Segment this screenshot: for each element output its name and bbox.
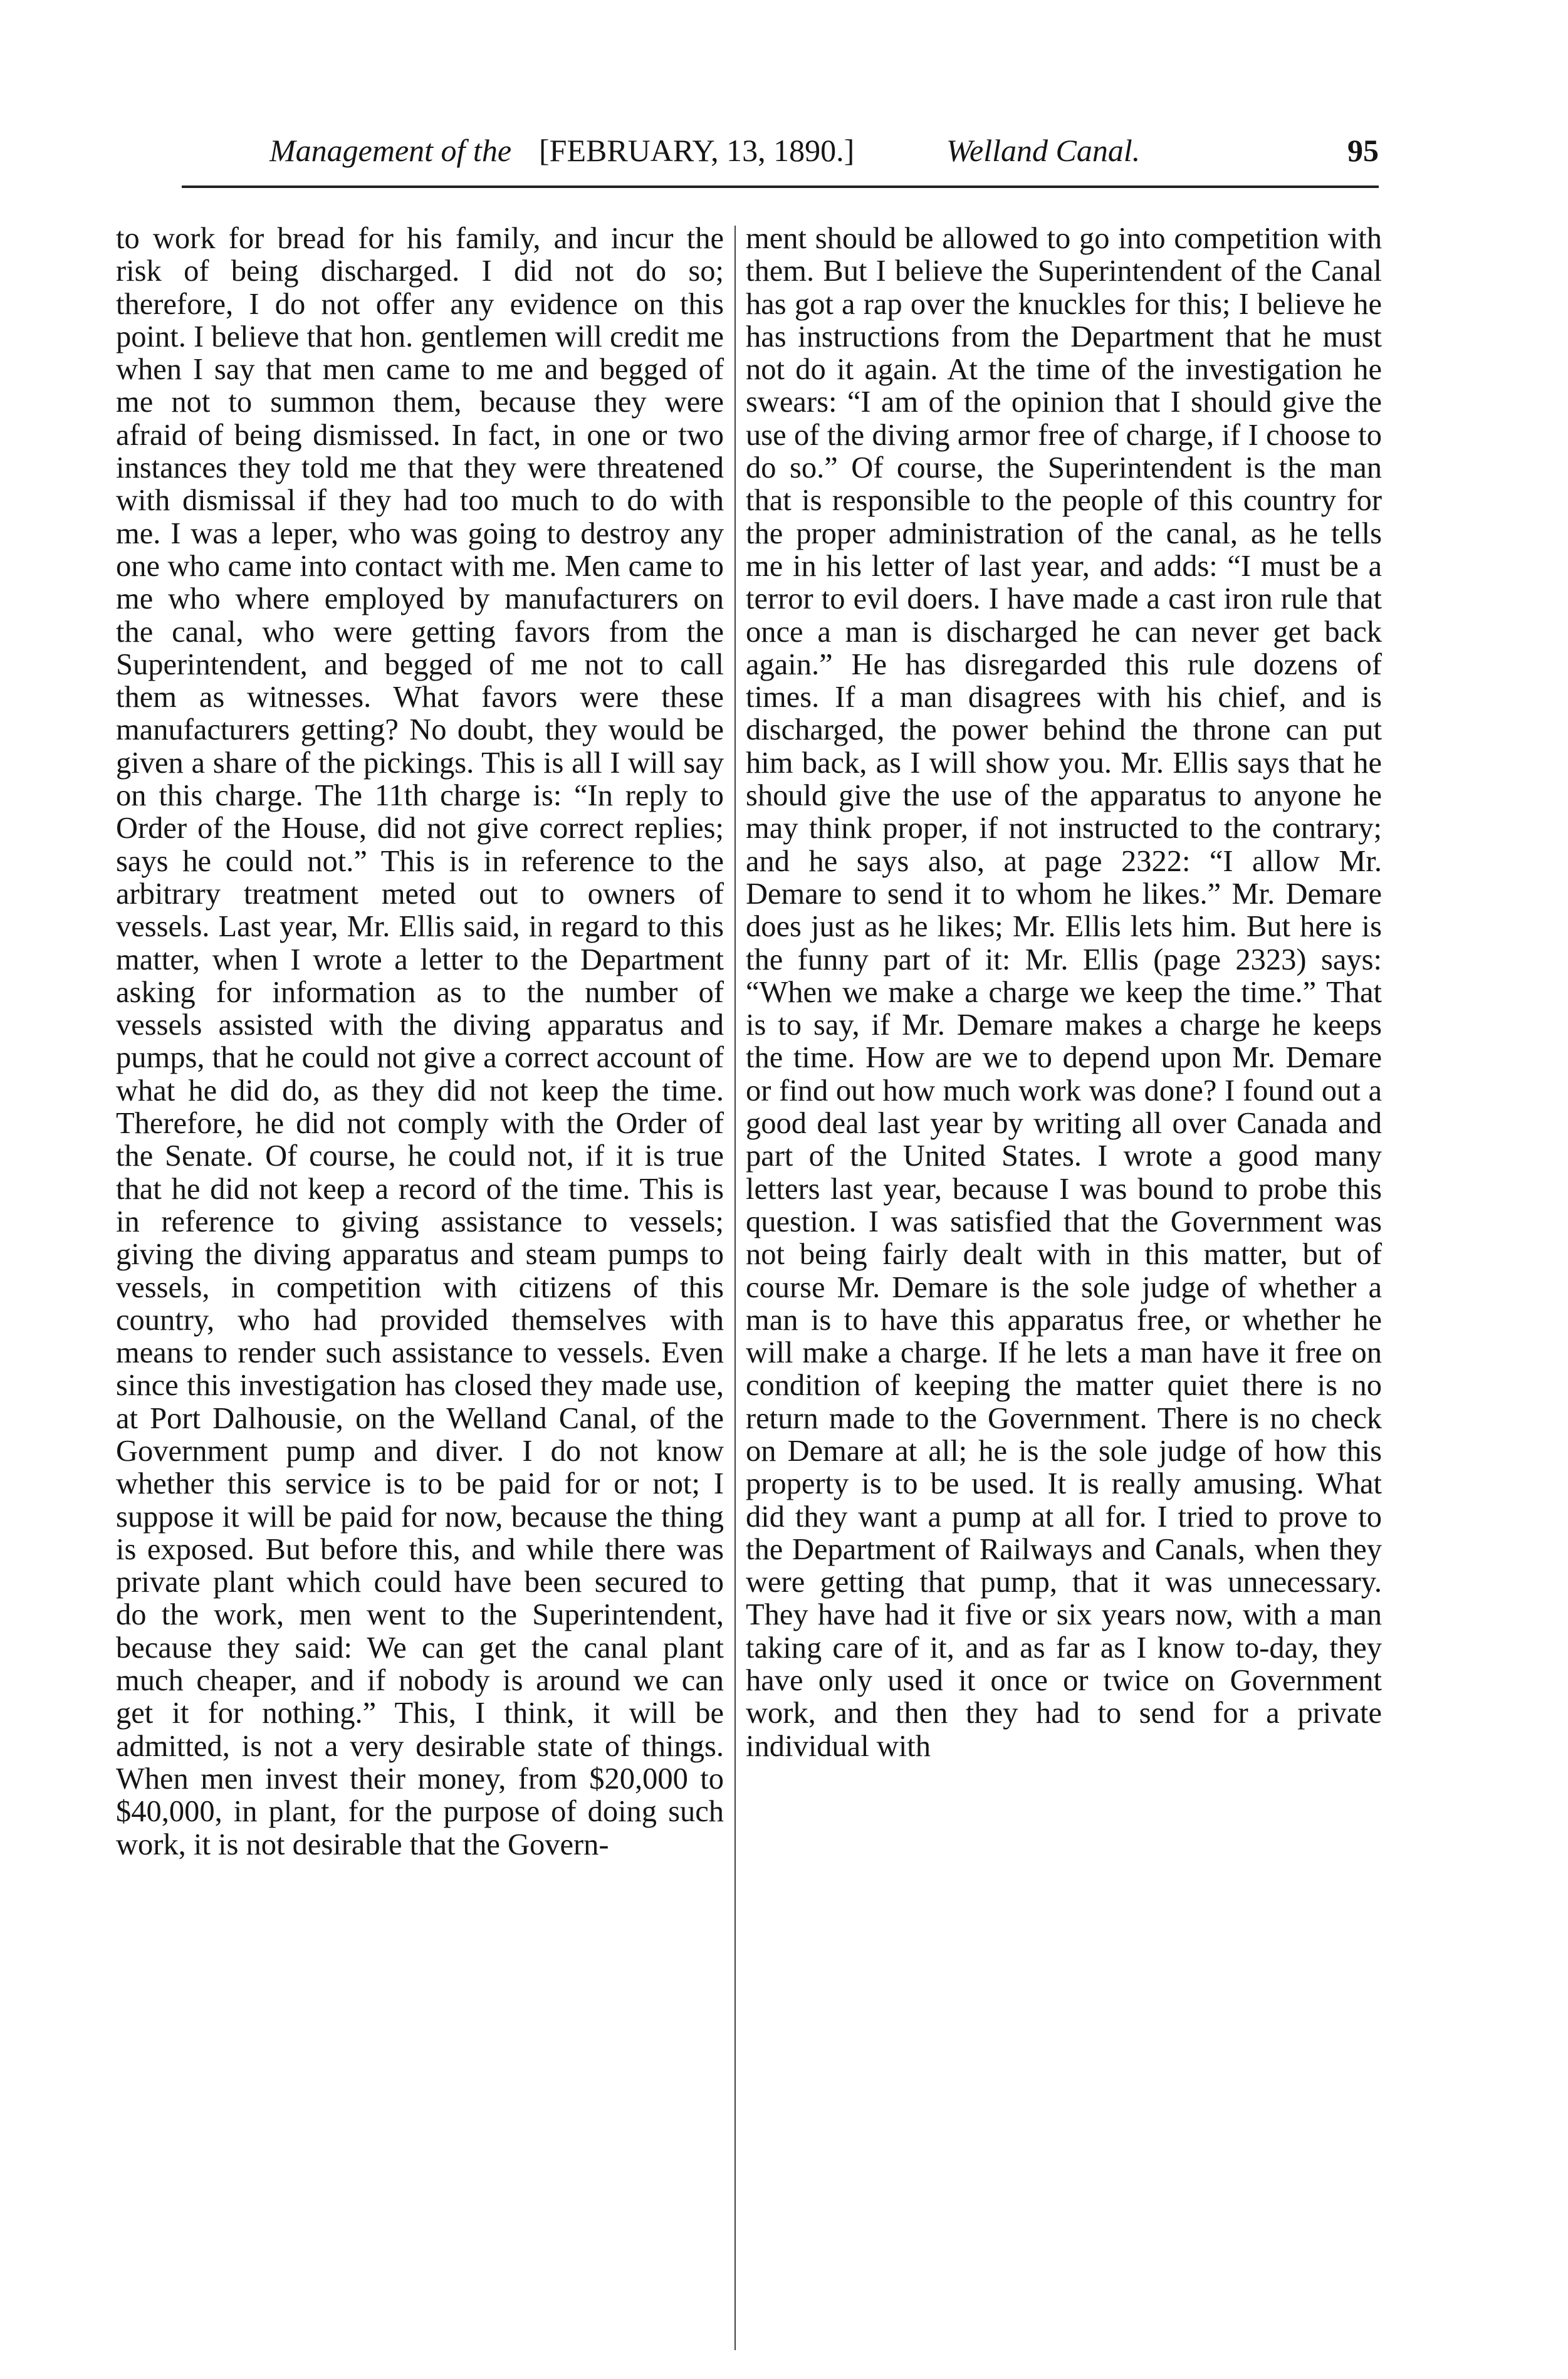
header-date: [FEBRUARY, 13, 1890.] xyxy=(539,133,855,168)
page-number: 95 xyxy=(1347,133,1379,168)
header-title-left: Management of the xyxy=(269,133,512,168)
left-column-text: to work for bread for his family, and incur the risk of being discharged. I did not do so; therefore, I do not offer any evidence on this point. I believe that hon. gentlemen will credit me when I say that men came to me and begged of me not to summon them, because they were afraid of being dismissed. In fact, in one or two instances they told me that they were threatened with dismissal if they had too much to do with me. I was a leper, who was going to destroy any one who came into contact with me. Men came to me who where employed by manufacturers on the canal, who were getting favors from the Superintendent, and begged of me not to call them as witnesses. What favors were these manufacturers getting? No doubt, they would be given a share of the pickings. This is all I will say on this charge. The 11th charge is: “In reply to Order of the House, did not give correct replies; says he could not.” This is in reference to the arbitrary treatment meted out to owners of vessels. Last year, Mr. Ellis said, in regard to this matter, when I wrote a letter to the Department asking for information as to the number of vessels assisted with the diving apparatus and pumps, that he could not give a correct account of what he did do, as they did not keep the time. Therefore, he did not comply with the Order of the Senate. Of course, he could not, if it is true that he did not keep a record of the time. This is in reference to giving assistance to vessels; giving the diving apparatus and steam pumps to vessels, in competition with citizens of this country, who had provided themselves with means to render such assistance to vessels. Even since this investigation has closed they made use, at Port Dalhousie, on the Welland Canal, of the Government pump and diver. I do not know whether this service is to be paid for or not; I suppose it will be paid for now, because the thing is exposed. But before this, and while there was private plant which could have been secured to do the work, men went to the Superintendent, because they said: We can get the canal plant much cheaper, and if nobody is around we can get it for nothing.” This, I think, it will be admitted, is not a very desirable state of things. When men invest their money, from $20,000 to $40,000, in plant, for the purpose of doing such work, it is not desirable that the Govern- xyxy=(116,222,724,1861)
right-column-text: ment should be allowed to go into competition with them. But I believe the Superintendent of the Canal has got a rap over the knuckles for this; I believe he has instructions from the Department that he must not do it again. At the time of the investigation he swears: “I am of the opinion that I should give the use of the diving armor free of charge, if I choose to do so.” Of course, the Superintendent is the man that is responsible to the people of this country for the proper administration of the canal, as he tells me in his letter of last year, and adds: “I must be a terror to evil doers. I have made a cast iron rule that once a man is discharged he can never get back again.” He has disregarded this rule dozens of times. If a man disagrees with his chief, and is discharged, the power behind the throne can put him back, as I will show you. Mr. Ellis says that he should give the use of the apparatus to anyone he may think proper, if not instructed to the contrary; and he says also, at page 2322: “I allow Mr. Demare to send it to whom he likes.” Mr. Demare does just as he likes; Mr. Ellis lets him. But here is the funny part of it: Mr. Ellis (page 2323) says: “When we make a charge we keep the time.” That is to say, if Mr. Demare makes a charge he keeps the time. How are we to depend upon Mr. Demare or find out how much work was done? I found out a good deal last year by writing all over Canada and part of the United States. I wrote a good many letters last year, because I was bound to probe this question. I was satisfied that the Government was not being fairly dealt with in this matter, but of course Mr. Demare is the sole judge of whether a man is to have this apparatus free, or whether he will make a charge. If he lets a man have it free on condition of keeping the matter quiet there is no return made to the Government. There is no check on Demare at all; he is the sole judge of how this property is to be used. It is really amusing. What did they want a pump at all for. I tried to prove to the Department of Railways and Canals, when they were getting that pump, that it was unnecessary. They have had it five or six years now, with a man taking care of it, and as far as I know to-day, they have only used it once or twice on Government work, and then they had to send for a private individual with xyxy=(746,222,1382,1763)
running-header xyxy=(238,125,1379,175)
header-title-right: Welland Canal. xyxy=(946,133,1141,168)
right-column xyxy=(746,222,1382,1763)
left-column xyxy=(116,222,724,1861)
header-rule xyxy=(182,186,1379,188)
column-divider xyxy=(734,226,736,2350)
